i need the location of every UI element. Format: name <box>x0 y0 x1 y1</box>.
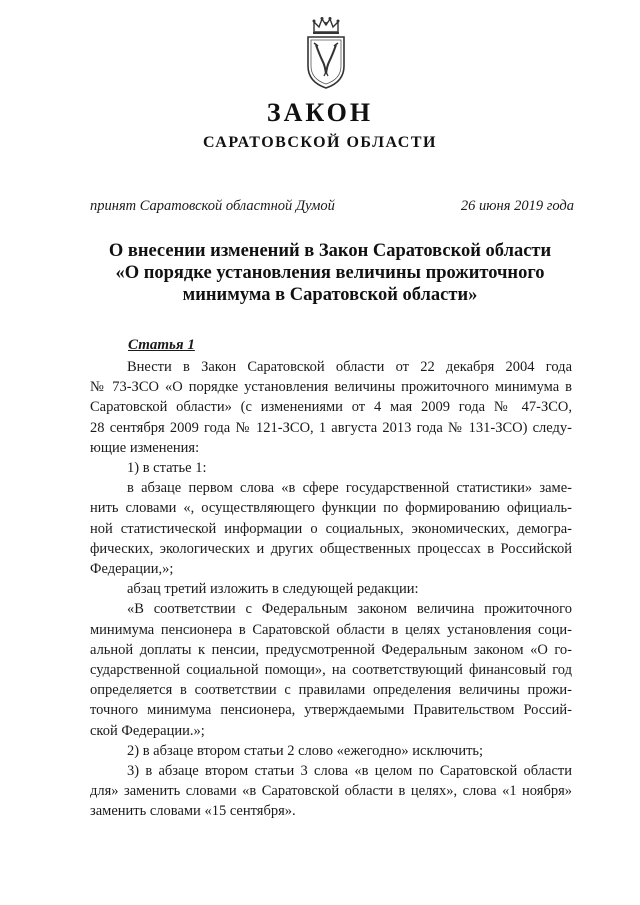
body-line: нить словами «, осуществляющего функции по формированию официаль- <box>90 500 572 517</box>
body-line: № 73-ЗСО «О порядке установления величины прожиточного минимума в <box>90 379 572 396</box>
body-line: ской Федерации.»; <box>90 722 205 739</box>
article-title: Статья 1 <box>128 337 195 353</box>
body-line: альной доплаты к пенсии, предусмотренной Федеральным законом «О го- <box>90 641 572 658</box>
article-body <box>90 357 572 822</box>
body-line: ной статистической информации о социальных, экономических, демогра- <box>90 520 572 537</box>
body-line: Федерации,»; <box>90 561 174 578</box>
body-line: минимума пенсионера в Саратовской области в целях установления соци- <box>90 621 572 638</box>
law-title: ЗАКОН <box>266 98 374 127</box>
body-line: ющие изменения: <box>90 439 200 456</box>
body-line: 28 сентября 2009 года № 121-ЗСО, 1 августа 2013 года № 131-ЗСО) следу- <box>90 419 572 436</box>
body-line: фических, экологических и других общественных процессах в Российской <box>90 540 572 557</box>
body-line: заменить словами «15 сентября». <box>90 803 296 820</box>
body-line: в абзаце первом слова «в сфере государственной статистики» заме- <box>127 480 572 497</box>
body-line: абзац третий изложить в следующей редакции: <box>127 581 419 598</box>
body-line: точного минимума пенсионера, утверждаемыми Правительством Россий- <box>90 702 572 719</box>
body-line: Внести в Закон Саратовской области от 22 декабря 2004 года <box>127 359 572 375</box>
body-line: 3) в абзаце втором статьи 3 слова «в целом по Саратовской области <box>127 763 572 780</box>
saratov-coat-of-arms-icon <box>301 16 351 90</box>
adopted-date: 26 июня 2019 года <box>460 198 574 214</box>
body-line: сударственной социальной помощи», на соответствующий финансовый год <box>90 662 572 679</box>
body-line: Саратовской области» (с изменениями от 4 мая 2009 года № 47-ЗСО, <box>90 399 572 416</box>
body-line: для» заменить словами «в Саратовской области в целях», слова «1 ноября» <box>90 783 572 800</box>
heading-line: минимума в Саратовской области» <box>182 285 478 305</box>
heading-line: «О порядке установления величины прожиточного <box>115 263 545 283</box>
body-line: 2) в абзаце втором статьи 2 слово «ежегодно» исключить; <box>127 742 484 759</box>
law-region: САРАТОВСКОЙ ОБЛАСТИ <box>203 134 437 151</box>
body-line: «В соответствии с Федеральным законом величина прожиточного <box>127 601 572 618</box>
body-line: 1) в статье 1: <box>127 460 207 477</box>
law-heading <box>60 240 600 306</box>
adopted-by: принят Саратовской областной Думой <box>90 198 335 214</box>
body-line: определяется в соответствии с правилами определения величины прожи- <box>90 682 572 699</box>
heading-line: О внесении изменений в Закон Саратовской области <box>108 241 552 261</box>
